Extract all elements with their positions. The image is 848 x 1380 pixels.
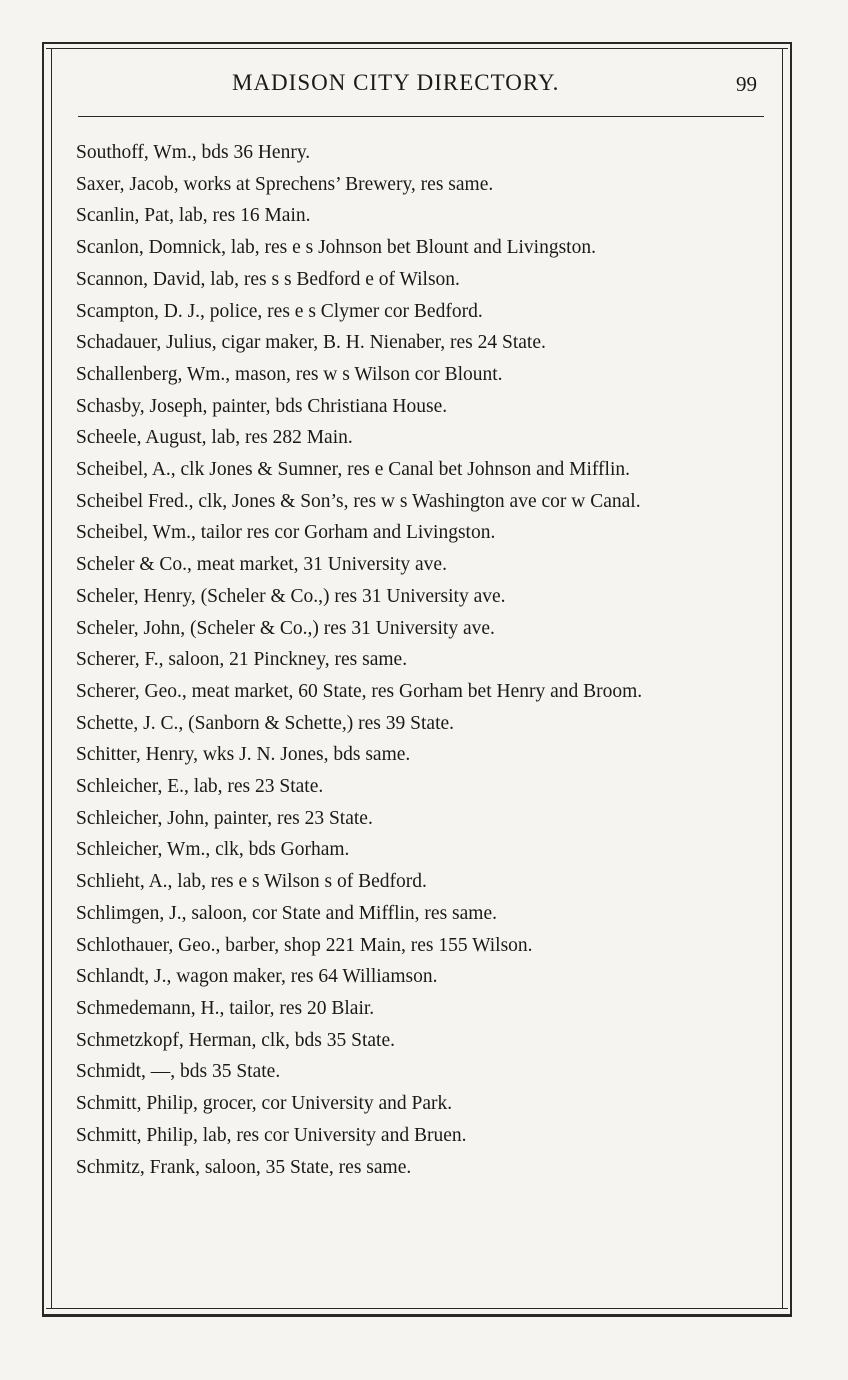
- header-divider: [78, 116, 764, 117]
- directory-entry: Schitter, Henry, wks J. N. Jones, bds same.: [76, 744, 411, 766]
- border-right-outer: [790, 42, 792, 1317]
- directory-entry: Schmitz, Frank, saloon, 35 State, res same.: [76, 1156, 412, 1178]
- directory-entry: Scherer, Geo., meat market, 60 State, res Gorham bet Henry and Broom.: [76, 680, 643, 702]
- directory-entry: Schleicher, Wm., clk, bds Gorham.: [76, 839, 350, 861]
- border-left-inner: [51, 48, 52, 1309]
- directory-entry: Schmetzkopf, Herman, clk, bds 35 State.: [76, 1029, 395, 1051]
- directory-entry: Schleicher, John, painter, res 23 State.: [76, 807, 373, 829]
- page-number: 99: [736, 72, 757, 96]
- directory-entry: Schadauer, Julius, cigar maker, B. H. Nienaber, res 24 State.: [76, 332, 546, 354]
- directory-entry: Schlandt, J., wagon maker, res 64 Williamson.: [76, 966, 438, 988]
- directory-entries: [76, 137, 766, 1183]
- directory-entry: Scherer, F., saloon, 21 Pinckney, res same.: [76, 649, 408, 671]
- directory-entry: Saxer, Jacob, works at Sprechens’ Brewery, res same.: [76, 173, 494, 195]
- directory-entry: Southoff, Wm., bds 36 Henry.: [76, 142, 311, 163]
- directory-entry: Schette, J. C., (Sanborn & Schette,) res 39 State.: [76, 712, 455, 734]
- directory-entry: Scheler, John, (Scheler & Co.,) res 31 University ave.: [76, 617, 495, 639]
- directory-entry: Scheibel, Wm., tailor res cor Gorham and Livingston.: [76, 522, 496, 544]
- directory-entry: Schlimgen, J., saloon, cor State and Mifflin, res same.: [76, 902, 497, 924]
- directory-entry: Schlieht, A., lab, res e s Wilson s of Bedford.: [76, 871, 427, 893]
- directory-entry: Schmitt, Philip, lab, res cor University and Bruen.: [76, 1124, 467, 1146]
- border-right-inner: [782, 48, 783, 1309]
- directory-entry: Scheler, Henry, (Scheler & Co.,) res 31 University ave.: [76, 585, 506, 607]
- directory-entry: Schasby, Joseph, painter, bds Christiana House.: [76, 395, 448, 417]
- directory-entry: Schmitt, Philip, grocer, cor University and Park.: [76, 1093, 453, 1115]
- directory-entry: Schmedemann, H., tailor, res 20 Blair.: [76, 997, 375, 1019]
- border-left-outer: [42, 42, 44, 1317]
- directory-entry: Scheibel Fred., clk, Jones & Son’s, res w s Washington ave cor w Canal.: [76, 490, 641, 512]
- directory-entry: Scampton, D. J., police, res e s Clymer cor Bedford.: [76, 300, 483, 322]
- directory-entry: Scheele, August, lab, res 282 Main.: [76, 427, 353, 449]
- directory-entry: Scanlin, Pat, lab, res 16 Main.: [76, 205, 311, 227]
- directory-entry: Scannon, David, lab, res s s Bedford e of Wilson.: [76, 268, 460, 290]
- directory-entry: Schmidt, —, bds 35 State.: [76, 1061, 281, 1083]
- border-bottom-outer: [42, 1314, 792, 1317]
- directory-entry: Schlothauer, Geo., barber, shop 221 Main, res 155 Wilson.: [76, 934, 533, 956]
- directory-entry: Scanlon, Domnick, lab, res e s Johnson bet Blount and Livingston.: [76, 237, 596, 259]
- directory-entry: Schallenberg, Wm., mason, res w s Wilson cor Blount.: [76, 363, 503, 385]
- border-top-outer: [42, 42, 792, 44]
- border-top-inner: [46, 48, 788, 49]
- directory-entry: Scheibel, A., clk Jones & Sumner, res e Canal bet Johnson and Mifflin.: [76, 459, 630, 481]
- running-head-title: MADISON CITY DIRECTORY.: [232, 70, 560, 95]
- directory-entry: Schleicher, E., lab, res 23 State.: [76, 776, 324, 798]
- border-bottom-inner: [46, 1308, 788, 1309]
- directory-entry: Scheler & Co., meat market, 31 University ave.: [76, 554, 447, 576]
